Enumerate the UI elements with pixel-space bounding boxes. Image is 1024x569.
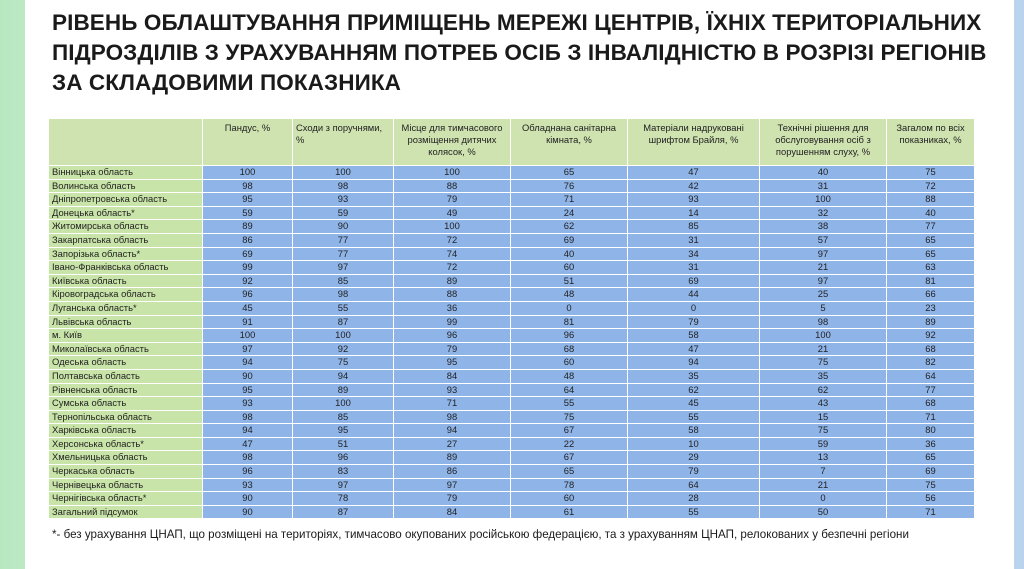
value-cell: 65: [511, 166, 628, 180]
value-cell: 40: [760, 166, 887, 180]
value-cell: 71: [394, 397, 511, 411]
value-cell: 56: [887, 492, 975, 506]
value-cell: 89: [394, 451, 511, 465]
value-cell: 93: [293, 193, 394, 207]
value-cell: 78: [511, 478, 628, 492]
value-cell: 13: [760, 451, 887, 465]
value-cell: 94: [293, 369, 394, 383]
value-cell: 51: [293, 437, 394, 451]
value-cell: 86: [203, 233, 293, 247]
region-cell: Закарпатська область: [49, 233, 203, 247]
value-cell: 5: [760, 301, 887, 315]
value-cell: 71: [511, 193, 628, 207]
value-cell: 97: [394, 478, 511, 492]
value-cell: 75: [760, 424, 887, 438]
value-cell: 21: [760, 261, 887, 275]
value-cell: 68: [511, 342, 628, 356]
region-cell: Херсонська область*: [49, 437, 203, 451]
value-cell: 51: [511, 274, 628, 288]
table-row: [49, 261, 975, 275]
region-cell: Житомирська область: [49, 220, 203, 234]
value-cell: 98: [293, 179, 394, 193]
value-cell: 59: [293, 206, 394, 220]
value-cell: 89: [203, 220, 293, 234]
value-cell: 90: [293, 220, 394, 234]
value-cell: 55: [628, 410, 760, 424]
value-cell: 68: [887, 342, 975, 356]
value-cell: 75: [887, 478, 975, 492]
value-cell: 68: [887, 397, 975, 411]
table-row: [49, 233, 975, 247]
value-cell: 89: [394, 274, 511, 288]
footnote: *- без урахування ЦНАП, що розміщені на територіях, тимчасово окупованих російською федерацією, та з урахуванням ЦНАП, релокованих у безпечні регіони: [52, 528, 909, 541]
value-cell: 100: [293, 166, 394, 180]
header-stroller-place: Місце для тимчасового розміщення дитячих колясок, %: [394, 119, 511, 166]
value-cell: 62: [511, 220, 628, 234]
value-cell: 69: [628, 274, 760, 288]
value-cell: 93: [203, 397, 293, 411]
value-cell: 64: [628, 478, 760, 492]
value-cell: 40: [887, 206, 975, 220]
value-cell: 93: [394, 383, 511, 397]
value-cell: 84: [394, 505, 511, 519]
value-cell: 77: [293, 247, 394, 261]
region-cell: Черкаська область: [49, 465, 203, 479]
value-cell: 97: [293, 478, 394, 492]
table-row: [49, 383, 975, 397]
value-cell: 72: [394, 261, 511, 275]
value-cell: 58: [628, 424, 760, 438]
table-row: [49, 342, 975, 356]
value-cell: 74: [394, 247, 511, 261]
value-cell: 65: [887, 451, 975, 465]
header-braille: Матеріали надруковані шрифтом Брайля, %: [628, 119, 760, 166]
value-cell: 86: [394, 465, 511, 479]
value-cell: 50: [760, 505, 887, 519]
value-cell: 35: [628, 369, 760, 383]
table-header-row: [49, 119, 975, 166]
value-cell: 21: [760, 478, 887, 492]
value-cell: 98: [760, 315, 887, 329]
value-cell: 69: [511, 233, 628, 247]
page-title: РІВЕНЬ ОБЛАШТУВАННЯ ПРИМІЩЕНЬ МЕРЕЖІ ЦЕНТРІВ, ЇХНІХ ТЕРИТОРІАЛЬНИХ ПІДРОЗДІЛІВ З УРАХУВАННЯМ ПОТРЕБ ОСІБ З ІНВАЛІДНІСТЮ В РОЗРІЗІ РЕГІОНІВ ЗА СКЛАДОВИМИ ПОКАЗНИКА: [52, 10, 987, 95]
value-cell: 100: [394, 166, 511, 180]
value-cell: 35: [760, 369, 887, 383]
value-cell: 47: [203, 437, 293, 451]
value-cell: 14: [628, 206, 760, 220]
value-cell: 85: [293, 410, 394, 424]
table-row: [49, 220, 975, 234]
value-cell: 55: [511, 397, 628, 411]
value-cell: 96: [394, 329, 511, 343]
table-row: [49, 465, 975, 479]
region-cell: Миколаївська область: [49, 342, 203, 356]
value-cell: 91: [203, 315, 293, 329]
table-row: [49, 301, 975, 315]
value-cell: 64: [511, 383, 628, 397]
value-cell: 77: [293, 233, 394, 247]
value-cell: 99: [394, 315, 511, 329]
value-cell: 79: [628, 315, 760, 329]
table-row: [49, 356, 975, 370]
value-cell: 79: [394, 193, 511, 207]
value-cell: 62: [628, 383, 760, 397]
value-cell: 84: [394, 369, 511, 383]
value-cell: 95: [394, 356, 511, 370]
value-cell: 81: [887, 274, 975, 288]
table-row: [49, 315, 975, 329]
value-cell: 60: [511, 492, 628, 506]
value-cell: 100: [760, 193, 887, 207]
value-cell: 63: [887, 261, 975, 275]
value-cell: 88: [887, 193, 975, 207]
table-row: [49, 424, 975, 438]
value-cell: 80: [887, 424, 975, 438]
value-cell: 24: [511, 206, 628, 220]
value-cell: 0: [760, 492, 887, 506]
value-cell: 65: [887, 233, 975, 247]
value-cell: 15: [760, 410, 887, 424]
value-cell: 85: [628, 220, 760, 234]
table-row: [49, 247, 975, 261]
value-cell: 100: [203, 166, 293, 180]
value-cell: 75: [887, 166, 975, 180]
table-row: [49, 288, 975, 302]
value-cell: 96: [203, 288, 293, 302]
value-cell: 94: [394, 424, 511, 438]
value-cell: 90: [203, 505, 293, 519]
value-cell: 67: [511, 451, 628, 465]
table-row: [49, 492, 975, 506]
table-row: [49, 274, 975, 288]
value-cell: 100: [760, 329, 887, 343]
value-cell: 100: [293, 397, 394, 411]
value-cell: 85: [293, 274, 394, 288]
value-cell: 66: [887, 288, 975, 302]
value-cell: 88: [394, 179, 511, 193]
table-row: [49, 206, 975, 220]
value-cell: 87: [293, 505, 394, 519]
value-cell: 95: [203, 193, 293, 207]
table-body: [49, 166, 975, 519]
value-cell: 97: [203, 342, 293, 356]
table-row: [49, 329, 975, 343]
value-cell: 71: [887, 410, 975, 424]
value-cell: 69: [203, 247, 293, 261]
value-cell: 82: [887, 356, 975, 370]
value-cell: 36: [394, 301, 511, 315]
region-cell: Харківська область: [49, 424, 203, 438]
value-cell: 59: [760, 437, 887, 451]
value-cell: 47: [628, 166, 760, 180]
table-row: [49, 505, 975, 519]
region-cell: Сумська область: [49, 397, 203, 411]
value-cell: 98: [293, 288, 394, 302]
value-cell: 96: [293, 451, 394, 465]
value-cell: 47: [628, 342, 760, 356]
region-cell: Дніпропетровська область: [49, 193, 203, 207]
value-cell: 31: [628, 261, 760, 275]
value-cell: 7: [760, 465, 887, 479]
value-cell: 96: [203, 465, 293, 479]
header-hearing-solutions: Технічні рішення для обслуговування осіб з порушенням слуху, %: [760, 119, 887, 166]
value-cell: 31: [628, 233, 760, 247]
value-cell: 67: [511, 424, 628, 438]
header-sanitary-room: Обладнана санітарна кімната, %: [511, 119, 628, 166]
value-cell: 90: [203, 492, 293, 506]
region-cell: м. Київ: [49, 329, 203, 343]
value-cell: 97: [293, 261, 394, 275]
value-cell: 27: [394, 437, 511, 451]
region-cell: Волинська область: [49, 179, 203, 193]
table-row: [49, 410, 975, 424]
value-cell: 93: [203, 478, 293, 492]
value-cell: 65: [511, 465, 628, 479]
region-cell: Полтавська область: [49, 369, 203, 383]
table-row: [49, 166, 975, 180]
value-cell: 100: [293, 329, 394, 343]
region-cell: Вінницька область: [49, 166, 203, 180]
region-cell: Загальний підсумок: [49, 505, 203, 519]
value-cell: 49: [394, 206, 511, 220]
value-cell: 92: [887, 329, 975, 343]
header-stairs: Сходи з поручнями, %: [293, 119, 394, 166]
value-cell: 71: [887, 505, 975, 519]
table-row: [49, 397, 975, 411]
value-cell: 31: [760, 179, 887, 193]
value-cell: 88: [394, 288, 511, 302]
value-cell: 89: [293, 383, 394, 397]
value-cell: 21: [760, 342, 887, 356]
region-cell: Кіровоградська область: [49, 288, 203, 302]
value-cell: 0: [511, 301, 628, 315]
value-cell: 58: [628, 329, 760, 343]
value-cell: 79: [394, 342, 511, 356]
value-cell: 98: [203, 451, 293, 465]
region-cell: Рівненська область: [49, 383, 203, 397]
region-cell: Івано-Франківська область: [49, 261, 203, 275]
value-cell: 38: [760, 220, 887, 234]
value-cell: 48: [511, 288, 628, 302]
value-cell: 97: [760, 247, 887, 261]
value-cell: 93: [628, 193, 760, 207]
value-cell: 98: [203, 410, 293, 424]
region-cell: Київська область: [49, 274, 203, 288]
header-region: [49, 119, 203, 166]
value-cell: 79: [394, 492, 511, 506]
value-cell: 55: [293, 301, 394, 315]
region-cell: Луганська область*: [49, 301, 203, 315]
region-cell: Чернівецька область: [49, 478, 203, 492]
value-cell: 94: [203, 356, 293, 370]
value-cell: 64: [887, 369, 975, 383]
value-cell: 77: [887, 220, 975, 234]
value-cell: 60: [511, 356, 628, 370]
value-cell: 79: [628, 465, 760, 479]
region-cell: Тернопільська область: [49, 410, 203, 424]
value-cell: 95: [293, 424, 394, 438]
value-cell: 60: [511, 261, 628, 275]
value-cell: 57: [760, 233, 887, 247]
value-cell: 75: [760, 356, 887, 370]
region-cell: Чернігівська область*: [49, 492, 203, 506]
value-cell: 32: [760, 206, 887, 220]
value-cell: 61: [511, 505, 628, 519]
value-cell: 45: [203, 301, 293, 315]
value-cell: 23: [887, 301, 975, 315]
value-cell: 10: [628, 437, 760, 451]
value-cell: 97: [760, 274, 887, 288]
table-row: [49, 478, 975, 492]
region-cell: Запорізька область*: [49, 247, 203, 261]
value-cell: 29: [628, 451, 760, 465]
value-cell: 90: [203, 369, 293, 383]
value-cell: 72: [394, 233, 511, 247]
value-cell: 99: [203, 261, 293, 275]
value-cell: 48: [511, 369, 628, 383]
value-cell: 89: [887, 315, 975, 329]
value-cell: 36: [887, 437, 975, 451]
value-cell: 40: [511, 247, 628, 261]
value-cell: 69: [887, 465, 975, 479]
value-cell: 65: [887, 247, 975, 261]
value-cell: 76: [511, 179, 628, 193]
value-cell: 75: [293, 356, 394, 370]
value-cell: 0: [628, 301, 760, 315]
value-cell: 44: [628, 288, 760, 302]
table-row: [49, 193, 975, 207]
region-cell: Львівська область: [49, 315, 203, 329]
value-cell: 96: [511, 329, 628, 343]
value-cell: 55: [628, 505, 760, 519]
value-cell: 98: [394, 410, 511, 424]
value-cell: 98: [203, 179, 293, 193]
value-cell: 42: [628, 179, 760, 193]
region-cell: Донецька область*: [49, 206, 203, 220]
value-cell: 43: [760, 397, 887, 411]
table-row: [49, 437, 975, 451]
region-cell: Одеська область: [49, 356, 203, 370]
value-cell: 78: [293, 492, 394, 506]
value-cell: 83: [293, 465, 394, 479]
region-cell: Хмельницька область: [49, 451, 203, 465]
value-cell: 75: [511, 410, 628, 424]
value-cell: 94: [203, 424, 293, 438]
value-cell: 87: [293, 315, 394, 329]
value-cell: 34: [628, 247, 760, 261]
data-table: [48, 118, 975, 519]
value-cell: 62: [760, 383, 887, 397]
table-row: [49, 179, 975, 193]
table-row: [49, 369, 975, 383]
table-row: [49, 451, 975, 465]
value-cell: 94: [628, 356, 760, 370]
value-cell: 28: [628, 492, 760, 506]
value-cell: 92: [203, 274, 293, 288]
header-total: Загалом по всіх показниках, %: [887, 119, 975, 166]
value-cell: 59: [203, 206, 293, 220]
header-ramp: Пандус, %: [203, 119, 293, 166]
value-cell: 92: [293, 342, 394, 356]
value-cell: 100: [203, 329, 293, 343]
value-cell: 81: [511, 315, 628, 329]
value-cell: 100: [394, 220, 511, 234]
value-cell: 72: [887, 179, 975, 193]
value-cell: 95: [203, 383, 293, 397]
value-cell: 22: [511, 437, 628, 451]
value-cell: 45: [628, 397, 760, 411]
value-cell: 25: [760, 288, 887, 302]
value-cell: 77: [887, 383, 975, 397]
